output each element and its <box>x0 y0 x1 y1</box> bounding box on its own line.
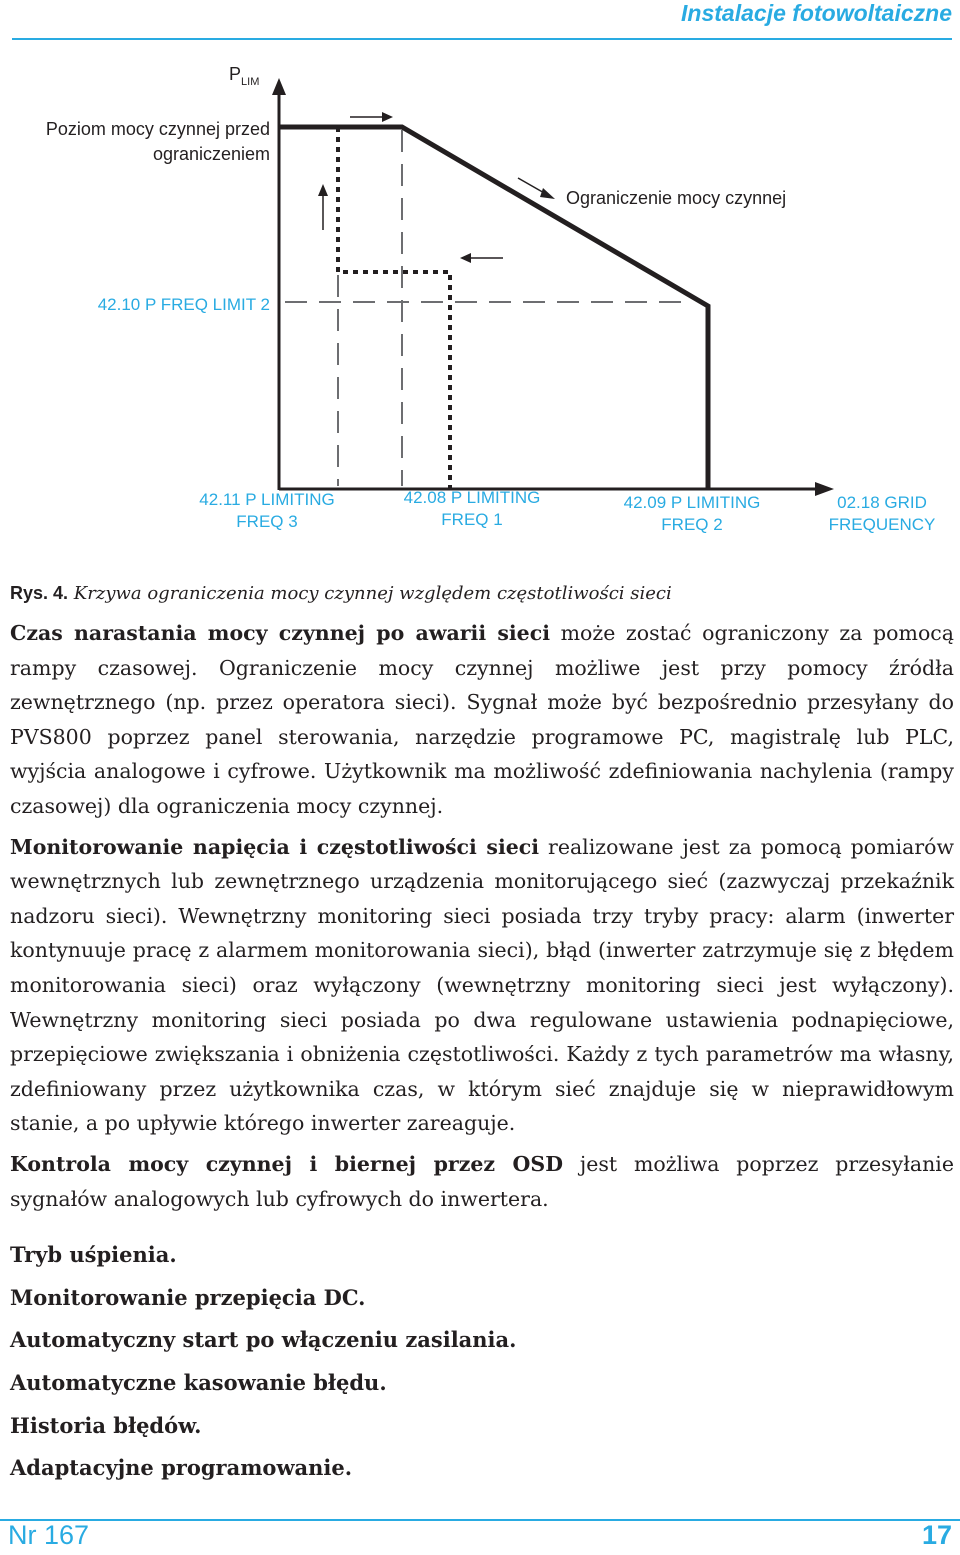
x-label-grid-line1: 02.18 GRID <box>837 493 927 512</box>
arrow-up-icon <box>318 184 328 230</box>
power-limiting-figure <box>0 45 960 545</box>
caption-text: Krzywa ograniczenia mocy czynnej względem częstotliwości sieci <box>73 583 672 604</box>
header-rule <box>12 38 952 40</box>
body-text <box>10 616 954 1222</box>
x-label-freq2-line2: FREQ 2 <box>661 515 723 534</box>
feature-item: Monitorowanie przepięcia DC. <box>10 1284 366 1310</box>
paragraph-text: może zostać ograniczony za pomocą rampy czasowej. Ograniczenie mocy czynnej możliwe jest przy pomocy źródła zewnętrznego (np. przez operatora sieci). Sygnał może być bezpośrednio przesyłany do PVS800 poprzez panel sterowania, narzędzie programowe PC, magistralę lub PLC, wyjścia analogowe i cyfrowe. Użytkownik ma możliwość zdefiniowania nachylenia (rampy czasowej) dla ograniczenia mocy czynnej. <box>10 621 954 818</box>
feature-item: Historia błędów. <box>10 1412 202 1438</box>
power-limit-curve <box>279 127 708 489</box>
feature-item: Automatyczny start po włączeniu zasilania. <box>10 1327 517 1353</box>
section-title: Instalacje fotowoltaiczne <box>681 0 952 26</box>
paragraph-lead: Kontrola mocy czynnej i biernej przez OSD <box>10 1151 563 1176</box>
y-axis-label: $P_{LIM}$ <box>229 64 260 88</box>
x-label-freq1-line2: FREQ 1 <box>441 510 503 529</box>
paragraph <box>10 830 954 1141</box>
arrow-right-icon <box>350 112 393 122</box>
x-label-freq2-line1: 42.09 P LIMITING <box>623 493 761 512</box>
caption-number: Rys. 4. <box>10 583 69 603</box>
x-label-grid-line2: FREQUENCY <box>828 515 936 534</box>
arrow-left-icon <box>460 253 503 263</box>
feature-item: Adaptacyjne programowanie. <box>10 1455 353 1481</box>
freq-limit-2-label: 42.10 P FREQ LIMIT 2 <box>97 295 270 314</box>
x-label-freq1-line1: 42.08 P LIMITING <box>403 488 541 507</box>
feature-list <box>10 1240 516 1496</box>
active-power-limit-label: Ograniczenie mocy czynnej <box>566 188 787 208</box>
paragraph-lead: Czas narastania mocy czynnej po awarii sieci <box>10 621 550 645</box>
feature-item: Tryb uśpienia. <box>10 1242 177 1267</box>
x-axis-arrowhead <box>815 482 834 496</box>
dotted-limit-path <box>338 127 450 489</box>
y-axis-arrowhead <box>272 78 286 95</box>
paragraph <box>10 1147 954 1216</box>
power-before-label-line1: Poziom mocy czynnej przed <box>45 119 270 139</box>
paragraph-text: realizowane jest za pomocą pomiarów wewnętrznych lub zewnętrznego urządzenia monitorującego sieć (zazwyczaj przekaźnik nadzoru sieci). Wewnętrzny monitoring sieci posiada trzy tryby pracy: alarm (inwerter kontynuuje pracę z alarmem monitorowania sieci), błąd (inwerter zatrzymuje się z błędem monitorowania sieci) oraz wyłączony (wewnętrzny monitoring sieci jest wyłączony). Wewnętrzny monitoring sieci posiada po dwa regulowane ustawienia podnapięciowe, przepięciowe zwiększania i obniżenia częstotliwości. Każdy z tych parametrów ma własny, zdefiniowany przez użytkownika czas, w którym sieć znajduje się w nieprawidłowym stanie, a po upływie którego inwerter zareaguje. <box>10 834 955 1136</box>
feature-item: Automatyczne kasowanie błędu. <box>10 1370 387 1396</box>
x-label-freq3-line1: 42.11 P LIMITING <box>199 490 335 509</box>
figure-caption <box>10 583 672 604</box>
issue-number: Nr 167 <box>8 1520 90 1550</box>
paragraph-lead: Monitorowanie napięcia i częstotliwości sieci <box>10 834 540 859</box>
footer-rule <box>0 1519 960 1521</box>
paragraph <box>10 616 954 824</box>
paragraph-text: jest możliwa poprzez przesyłanie sygnałów analogowych lub cyfrowych do inwertera. <box>10 1151 954 1211</box>
page-number: 17 <box>921 1520 952 1550</box>
power-before-label-line2: ograniczeniem <box>152 144 270 164</box>
x-label-freq3-line2: FREQ 3 <box>236 512 298 531</box>
